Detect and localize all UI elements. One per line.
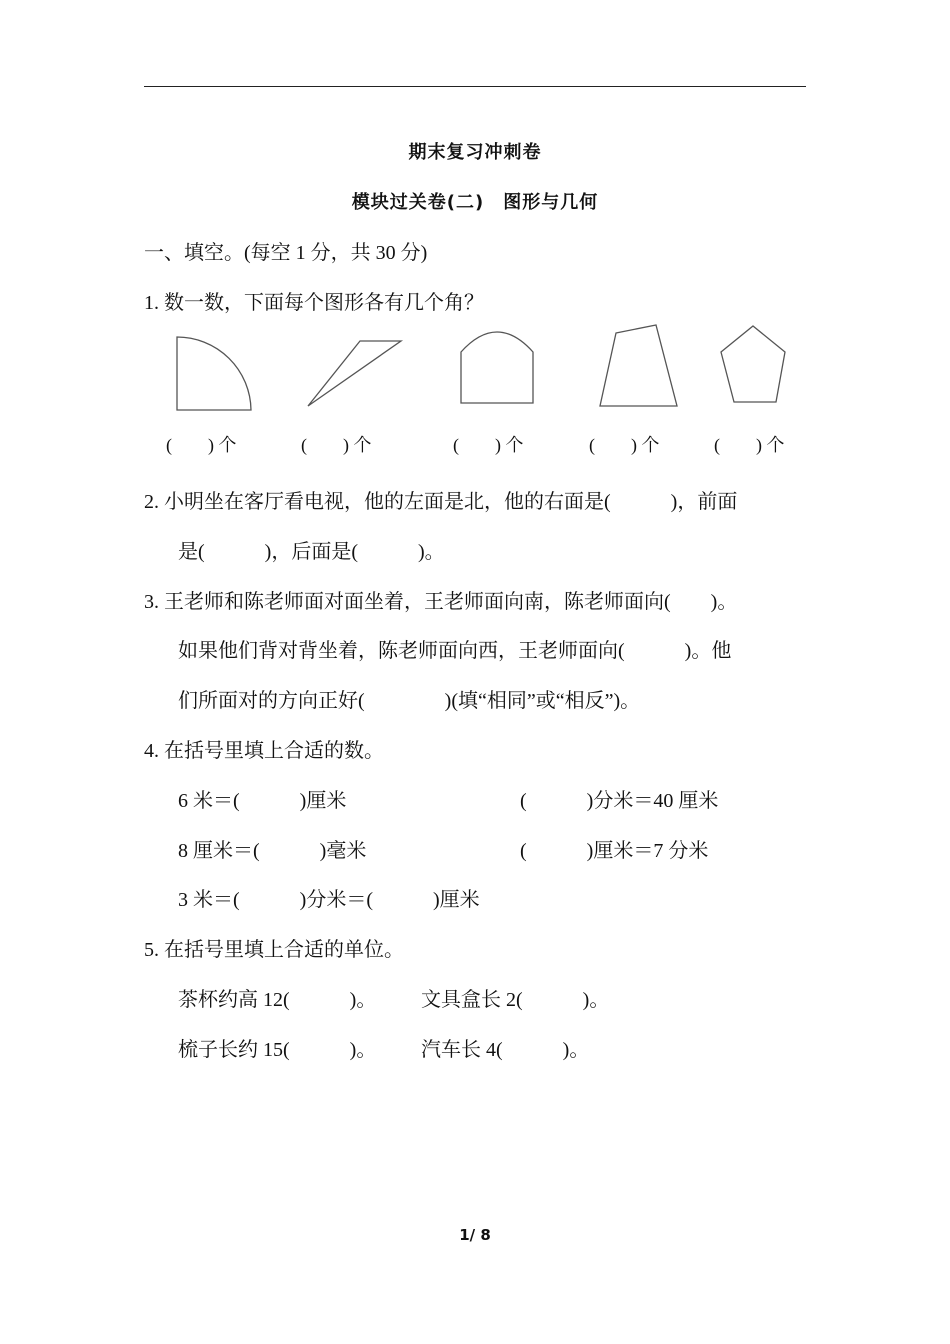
question-3-line2: 如果他们背对背坐着，陈老师面向西，王老师面向( )。他 [178, 640, 732, 662]
question-5: 5. 在括号里填上合适的单位。 [144, 939, 404, 961]
q4-row2-right: ( )厘米＝7 分米 [520, 840, 709, 862]
question-2-line2: 是( )，后面是( )。 [178, 541, 445, 563]
q5-item2: 文具盒长 2( )。 [421, 989, 610, 1011]
pentagon-shape [721, 326, 785, 402]
question-1: 1. 数一数，下面每个图形各有几个角？ [144, 292, 484, 314]
question-4: 4. 在括号里填上合适的数。 [144, 740, 384, 762]
question-3-line1: 3. 王老师和陈老师面对面坐着，王老师面向南，陈老师面向( )。 [144, 591, 738, 613]
shapes-figure [0, 0, 950, 430]
question-2-line1: 2. 小明坐在客厅看电视，他的左面是北，他的右面是( )，前面 [144, 491, 738, 513]
page-number: 1/ 8 [459, 1226, 491, 1244]
page-subtitle: 模块过关卷(二) 图形与几何 [351, 192, 599, 213]
q4-row1-left: 6 米＝( )厘米 [178, 790, 347, 812]
shape2-answer-blank[interactable]: ( ) 个 [301, 435, 372, 455]
q4-row1-right: ( )分米＝40 厘米 [520, 790, 719, 812]
triangle-shape [308, 341, 401, 406]
q5-item1: 茶杯约高 12( )。 [178, 989, 377, 1011]
shape4-answer-blank[interactable]: ( ) 个 [589, 435, 660, 455]
page-title: 期末复习冲刺卷 [408, 142, 542, 163]
question-3-line3: 们所面对的方向正好( )(填“相同”或“相反”)。 [178, 690, 641, 712]
section-heading: 一、填空。(每空 1 分，共 30 分) [144, 242, 428, 264]
shape3-answer-blank[interactable]: ( ) 个 [453, 435, 524, 455]
q5-item3: 梳子长约 15( )。 [178, 1039, 377, 1061]
trapezoid-shape [600, 325, 677, 406]
shape1-answer-blank[interactable]: ( ) 个 [166, 435, 237, 455]
q4-row3: 3 米＝( )分米＝( )厘米 [178, 889, 480, 911]
q5-item4: 汽车长 4( )。 [421, 1039, 590, 1061]
arch-shape [461, 332, 533, 403]
shape5-answer-blank[interactable]: ( ) 个 [714, 435, 785, 455]
quarter-circle-shape [177, 337, 251, 410]
q4-row2-left: 8 厘米＝( )毫米 [178, 840, 367, 862]
